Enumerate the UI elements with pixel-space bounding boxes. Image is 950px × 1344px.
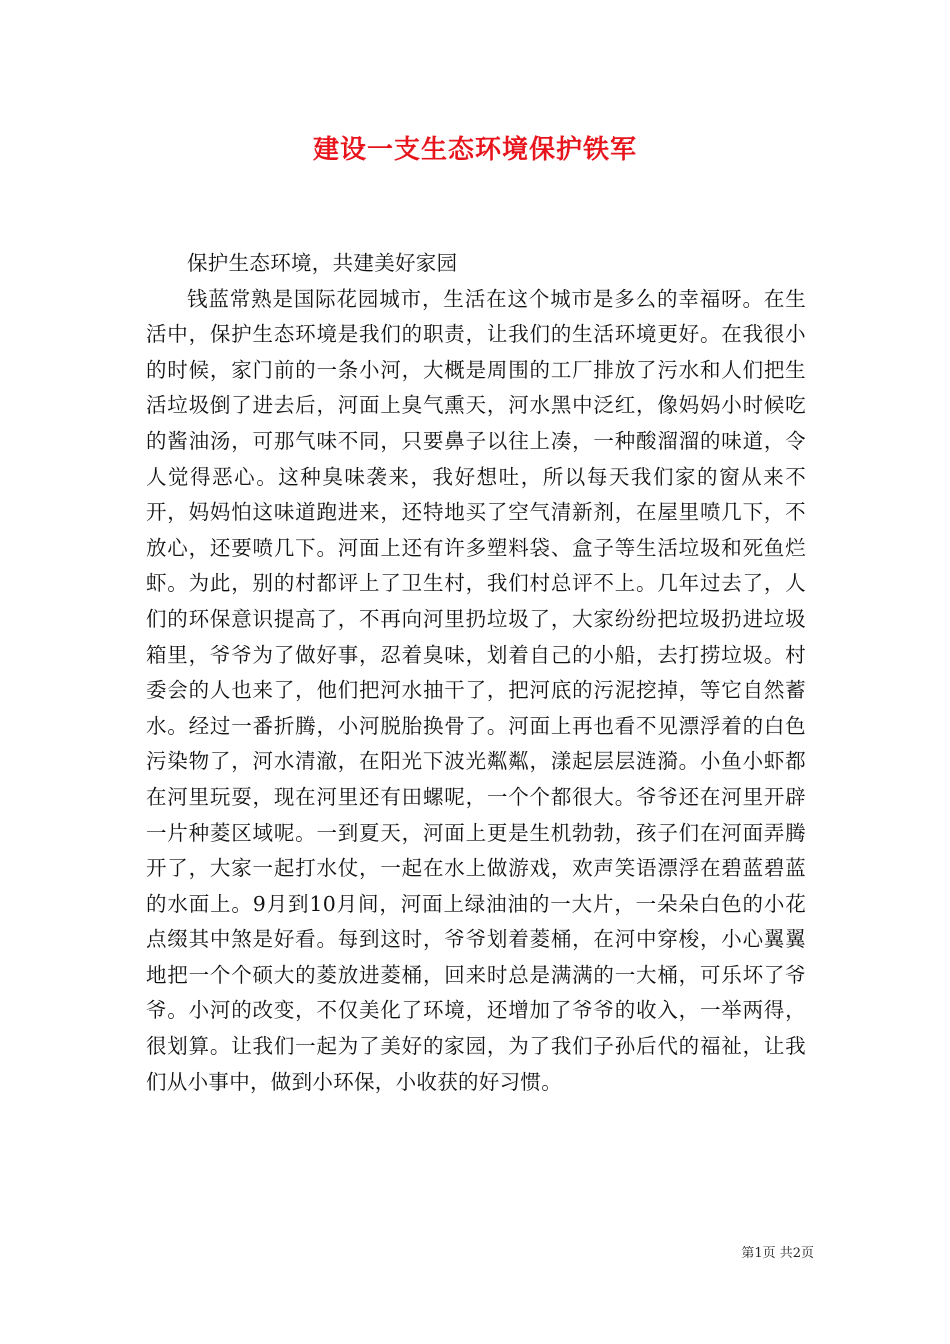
- paragraph-main: 钱蓝常熟是国际花园城市，生活在这个城市是多么的幸福呀。在生活中，保护生态环境是我们的职责，让我们的生活环境更好。在我很小的时候，家门前的一条小河，大概是周围的工厂排放了污水和人们把生活垃圾倒了进去后，河面上臭气熏天，河水黑中泛红，像妈妈小时候吃的酱油汤，可那气味不同，只要鼻子以往上凑，一种酸溜溜的味道，令人觉得恶心。这种臭味袭来，我好想吐，所以每天我们家的窗从来不开，妈妈怕这味道跑进来，还特地买了空气清新剂，在屋里喷几下，不放心，还要喷几下。河面上还有许多塑料袋、盒子等生活垃圾和死鱼烂虾。为此，别的村都评上了卫生村，我们村总评不上。几年过去了，人们的环保意识提高了，不再向河里扔垃圾了，大家纷纷把垃圾扔进垃圾箱里，爷爷为了做好事，忍着臭味，划着自己的小船，去打捞垃圾。村委会的人也来了，他们把河水抽干了，把河底的污泥挖掉，等它自然蓄水。经过一番折腾，小河脱胎换骨了。河面上再也看不见漂浮着的白色污染物了，河水清澈，在阳光下波光粼粼，漾起层层涟漪。小鱼小虾都在河里玩耍，现在河里还有田螺呢，一个个都很大。爷爷还在河里开辟一片种菱区域呢。一到夏天，河面上更是生机勃勃，孩子们在河面弄腾开了，大家一起打水仗，一起在水上做游戏，欢声笑语漂浮在碧蓝碧蓝的水面上。9月到10月间，河面上绿油油的一大片，一朵朵白色的小花点缀其中煞是好看。每到这时，爷爷划着菱桶，在河中穿梭，小心翼翼地把一个个硕大的菱放进菱桶，回来时总是满满的一大桶，可乐坏了爷爷。小河的改变，不仅美化了环境，还增加了爷爷的收入，一举两得，很划算。让我们一起为了美好的家园，为了我们子孙后代的福祉，让我们从小事中，做到小环保，小收获的好习惯。: [146, 286, 806, 1094]
- document-title: 建设一支生态环境保护铁军: [312, 135, 637, 165]
- page-number: 第1页 共2页: [741, 1246, 814, 1261]
- paragraph-subtitle: 保护生态环境，共建美好家园: [187, 251, 458, 275]
- document-body: [146, 246, 806, 1100]
